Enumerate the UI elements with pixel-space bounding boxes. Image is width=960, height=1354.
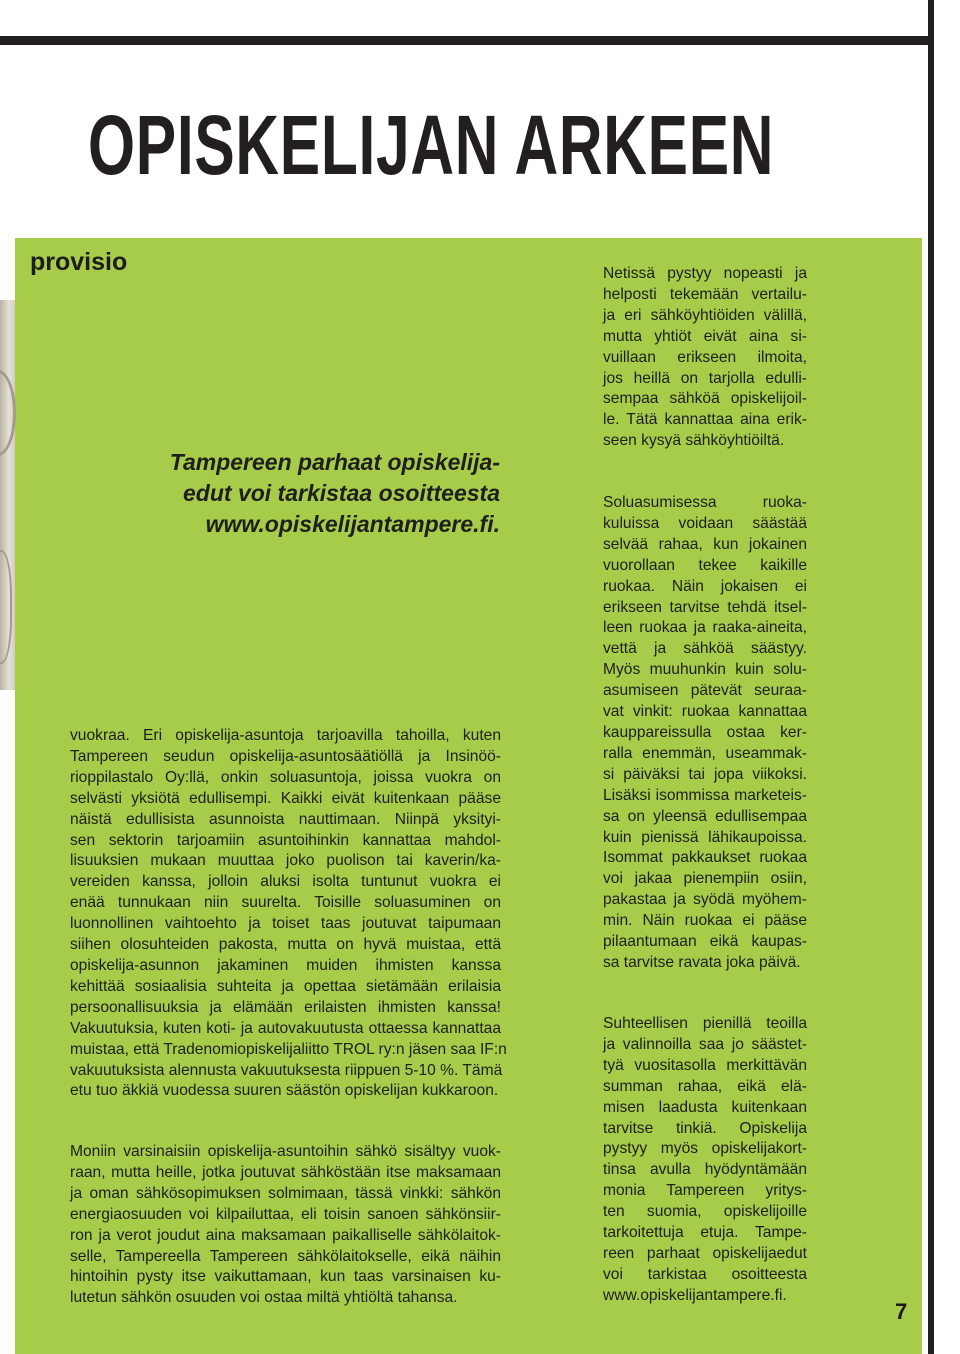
text-line: selvästi yksiötä edullisempi. Kaikki eivät kuitenkaan pääse xyxy=(70,789,501,807)
text-line: leen ruokaa ja raaka-aineita, xyxy=(603,619,807,637)
text-line: ralla enemmän, useammak- xyxy=(603,744,807,762)
text-line: tarkoitettuja etuja. Tampe- xyxy=(603,1224,807,1242)
text-line: Lisäksi isommissa marketeis- xyxy=(603,786,807,804)
text-line: monia Tampereen yritys- xyxy=(603,1182,807,1200)
text-line: vakuutuksista alennusta vakuutuksesta riippuen 5-10 %. Tämä xyxy=(70,1061,503,1079)
text-line: luonnollinen vaihtoehto ja toiset taas joutuvat taipumaan xyxy=(70,915,501,933)
text-line: rioppilastalo Oy:llä, onkin soluasuntoja, joissa vuokra on xyxy=(70,768,501,786)
text-line: Vakuutuksia, kuten koti- ja autovakuutusta ottaessa kannattaa xyxy=(70,1019,501,1037)
text-line: ja oman sähkösopimuksen solmimaan, tässä vinkki: sähkön xyxy=(70,1184,501,1202)
text-line: Soluasumisessa ruoka- xyxy=(603,494,807,511)
text-line: selle, Tampereella Tampereen sähkölaitokselle, eikä näihin xyxy=(70,1247,501,1265)
text-line: vereiden kanssa, jolloin aluksi isolta tuntunut vuokra ei xyxy=(70,873,501,891)
promo-line: edut voi tarkistaa osoitteesta xyxy=(183,480,500,506)
text-line: min. Näin ruokaa ei pääse xyxy=(603,912,807,930)
brand-label: provisio xyxy=(30,248,128,276)
text-line: misen laadusta kuitenkaan xyxy=(603,1098,807,1116)
left-column-paragraph-2 xyxy=(70,1142,501,1309)
top-rule xyxy=(0,36,934,45)
text-line: pystyy myös opiskelijakort- xyxy=(603,1140,807,1158)
text-line: ron ja verot joudut aina maksamaan paikalliselle sähkölaitok- xyxy=(70,1226,501,1244)
text-line: vettä ja sähköä säästyy. xyxy=(603,640,807,658)
text-line: tyä vuositasolla merkittävän xyxy=(603,1056,807,1074)
text-line: hintoihin pysty itse vaikuttamaan, kun taas varsinaisen ku- xyxy=(70,1268,501,1286)
text-line: tarvitse tinkiä. Opiskelija xyxy=(603,1119,807,1137)
text-line: opiskelija-asunnon jakaminen muiden ihmisten kanssa xyxy=(70,956,501,974)
text-line: tinsa avulla hyödyntämään xyxy=(603,1161,807,1179)
text-line: voi tarkistaa osoitteesta xyxy=(603,1265,807,1283)
text-line: näistä edullisista asunnoista nauttimaan. Niinpä yksityi- xyxy=(70,810,501,828)
text-line: asumiseen pätevät seuraa- xyxy=(603,682,807,700)
text-line: erikseen tarvitse tehdä itsel- xyxy=(603,598,807,616)
promo-callout xyxy=(60,447,500,540)
text-line: vuokraa. Eri opiskelija-asuntoja tarjoavilla tahoilla, kuten xyxy=(70,727,501,744)
text-line: helposti tekemään vertailu- xyxy=(603,285,807,303)
left-column-paragraph-1 xyxy=(70,726,507,1102)
text-line: muistaa, että Tradenomiopiskelijaliitto TROL ry:n jäsen saa IF:n xyxy=(70,1040,507,1058)
text-line: le. Tätä kannattaa aina erik- xyxy=(603,411,807,429)
text-line: Isommat pakkaukset ruokaa xyxy=(603,849,807,867)
text-line: enää tunnukaan niin suurelta. Toisille soluasuminen on xyxy=(70,894,501,912)
right-column-paragraph-2 xyxy=(603,493,807,974)
text-line: sempaa sähköä opiskelijoil- xyxy=(603,390,807,408)
page-number: 7 xyxy=(895,1299,908,1324)
text-line: pakastaa ja syödä myöhem- xyxy=(603,891,807,909)
promo-line: Tampereen parhaat opiskelija- xyxy=(169,449,500,475)
text-line: etu tuo äkkiä vuodessa suuren säästön opiskelijan kukkaroon. xyxy=(70,1082,499,1100)
text-line: si päiväksi tai jopa viikoksi. xyxy=(603,765,807,783)
text-line: ja eri sähköyhtiöiden välillä, xyxy=(603,306,807,324)
cropped-photo-edge xyxy=(0,300,15,690)
text-line: Moniin varsinaisiin opiskelija-asuntoihin sähkö sisältyy vuok- xyxy=(70,1143,501,1160)
text-line: kuluissa voidaan säästää xyxy=(603,514,807,532)
text-line: vuorollaan tekee kaikille xyxy=(603,556,807,574)
text-line: kauppareissulla ostaa ker- xyxy=(603,723,807,741)
right-rule xyxy=(928,0,934,1354)
text-line: ten suomia, opiskelijoille xyxy=(603,1203,807,1221)
text-line: lutetun sähkön osuuden voi ostaa miltä yhtiöltä tahansa. xyxy=(70,1289,458,1307)
text-line: Netissä pystyy nopeasti ja xyxy=(603,265,807,282)
text-line: sen sektorin tarjoamiin asuntoihinkin kannattaa mahdol- xyxy=(70,831,501,849)
text-line: ruokaa. Näin jokaisen ei xyxy=(603,577,807,595)
text-line: www.opiskelijantampere.fi. xyxy=(603,1286,787,1304)
text-line: siihen olosuhteiden pakosta, mutta on hyvä muistaa, että xyxy=(70,936,501,954)
text-line: voi jakaa pienempiin osiin, xyxy=(603,870,807,888)
text-line: persoonallisuuksia ja elämään erilaisten ihmisten kanssa! xyxy=(70,998,501,1016)
photo-detail xyxy=(0,550,12,664)
photo-detail xyxy=(0,370,16,456)
page-headline: OPISKELIJAN ARKEEN xyxy=(88,98,775,192)
text-line: vat vinkit: ruokaa kannattaa xyxy=(603,703,807,721)
text-line: vuillaan erikseen ilmoita, xyxy=(603,348,807,366)
text-line: energiaosuuden voi kilpailuttaa, eli toisin sanoen sähkönsiir- xyxy=(70,1205,501,1223)
text-line: Myös muuhunkin kuin solu- xyxy=(603,661,807,679)
text-line: raan, mutta heille, jotka joutuvat sähköstään itse maksamaan xyxy=(70,1163,501,1181)
text-line: kuin pienissä lähikaupoissa. xyxy=(603,828,807,846)
text-line: summan rahaa, eikä elä- xyxy=(603,1077,807,1095)
promo-link: www.opiskelijantampere.fi. xyxy=(205,511,500,537)
text-line: ja valinnoilla saa jo säästet- xyxy=(603,1035,807,1053)
text-line: sa tarvitse ravata joka päivä. xyxy=(603,953,801,971)
text-line: lisuuksien mukaan muuttaa joko puolison tai kaverin/ka- xyxy=(70,852,501,870)
right-column-paragraph-1 xyxy=(603,264,807,452)
text-line: selvää rahaa, kun jokainen xyxy=(603,535,807,553)
text-line: jos heillä on tarjolla edulli- xyxy=(603,369,807,387)
text-line: kehittää sosiaalisia suhteita ja opettaa sietämään erilaisia xyxy=(70,977,501,995)
text-line: reen parhaat opiskelijaedut xyxy=(603,1244,807,1262)
text-line: pilaantumaan eikä kaupas- xyxy=(603,933,807,951)
text-line: Suhteellisen pienillä teoilla xyxy=(603,1015,807,1032)
right-column-paragraph-3 xyxy=(603,1014,807,1307)
text-line: Tampereen seudun opiskelija-asuntosäätiöllä ja Insinöö- xyxy=(70,747,501,765)
text-line: sa on yleensä edullisempaa xyxy=(603,807,807,825)
text-line: seen kysyä sähköyhtiöiltä. xyxy=(603,432,785,450)
text-line: mutta yhtiöt eivät aina si- xyxy=(603,327,807,345)
